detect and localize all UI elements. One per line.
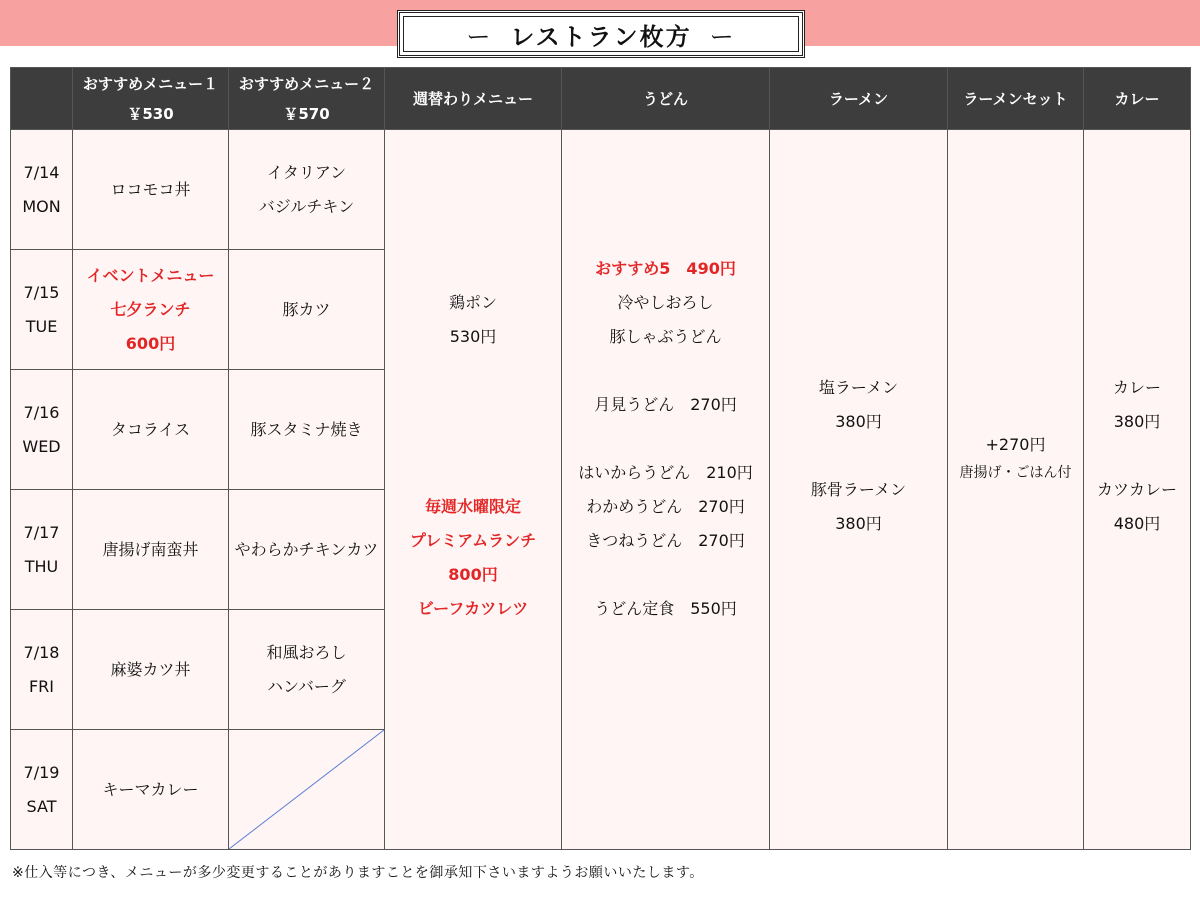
rec1-line: イベントメニュー — [86, 265, 215, 285]
rec2-cell — [229, 610, 385, 730]
udon-item: うどん定食 550円 — [594, 598, 737, 618]
header-rec1-price: ￥530 — [127, 104, 174, 123]
rec1-cell — [73, 490, 229, 610]
weekly-special-line: 毎週水曜限定 — [424, 496, 521, 516]
header-rec1-name: おすすめメニュー１ — [82, 74, 219, 93]
header-curry: カレー — [1084, 68, 1191, 130]
day-date: 7/19 — [23, 762, 60, 782]
day-dow: THU — [24, 556, 59, 576]
rec1-line: 麻婆カツ丼 — [110, 659, 191, 679]
header-day — [11, 68, 73, 130]
rec2-line: 豚スタミナ焼き — [250, 419, 363, 439]
rec1-line: キーマカレー — [102, 779, 199, 799]
header-rec2 — [229, 68, 385, 130]
day-cell — [11, 370, 73, 490]
rec2-line: ハンバーグ — [267, 676, 346, 696]
header-weekly: 週替わりメニュー — [385, 68, 562, 130]
day-cell — [11, 730, 73, 850]
ramen-item: 塩ラーメン — [818, 377, 899, 397]
weekly-item: 鶏ポン — [448, 292, 497, 312]
day-date: 7/17 — [23, 522, 60, 542]
rec2-cell — [229, 490, 385, 610]
day-cell — [11, 610, 73, 730]
day-dow: SAT — [26, 796, 57, 816]
day-date: 7/16 — [23, 402, 60, 422]
udon-item: わかめうどん 270円 — [586, 496, 745, 516]
rec1-line: 唐揚げ南蛮丼 — [102, 539, 199, 559]
rec2-cell — [229, 370, 385, 490]
ramen-set-desc: 唐揚げ・ごはん付 — [959, 464, 1072, 481]
rec2-cell — [229, 130, 385, 250]
rec2-line: 和風おろし — [266, 642, 347, 662]
curry-cell — [1084, 130, 1191, 850]
day-date: 7/15 — [23, 282, 60, 302]
menu-table — [10, 67, 1191, 850]
udon-item: はいからうどん 210円 — [578, 462, 753, 482]
rec1-line: 600円 — [125, 333, 176, 353]
page-title — [397, 10, 805, 58]
udon-cell — [562, 130, 770, 850]
title-text: レストラン枚方 — [510, 22, 692, 51]
day-date: 7/18 — [23, 642, 60, 662]
curry-item: カレー — [1112, 377, 1161, 397]
header-rec2-name: おすすめメニュー２ — [238, 74, 375, 93]
weekly-special-line: プレミアムランチ — [409, 530, 537, 550]
day-cell — [11, 490, 73, 610]
rec1-line: ロコモコ丼 — [110, 179, 191, 199]
ramen-price: 380円 — [835, 513, 882, 533]
header-rec1 — [73, 68, 229, 130]
weekly-special-line: ビーフカツレツ — [417, 598, 529, 618]
title-dash-left: ー — [466, 22, 493, 51]
ramen-price: 380円 — [835, 411, 882, 431]
rec2-line: 豚カツ — [282, 299, 331, 319]
rec1-cell — [73, 250, 229, 370]
rec1-cell — [73, 370, 229, 490]
ramen-item: 豚骨ラーメン — [810, 479, 907, 499]
weekly-cell — [385, 130, 562, 850]
udon-featured-item: 豚しゃぶうどん — [609, 326, 722, 346]
header-udon: うどん — [562, 68, 770, 130]
rec1-cell — [73, 610, 229, 730]
udon-item: 月見うどん 270円 — [594, 394, 737, 414]
header-ramen-set: ラーメンセット — [948, 68, 1084, 130]
day-dow: FRI — [28, 676, 55, 696]
day-date: 7/14 — [23, 162, 60, 182]
curry-item: カツカレー — [1096, 479, 1177, 499]
footnote: ※仕入等につき、メニューが多少変更することがありますことを御承知下さいますようお願いいたします。 — [12, 865, 704, 881]
rec1-cell — [73, 130, 229, 250]
title-dash-right: ー — [709, 22, 736, 51]
weekly-price: 530円 — [449, 326, 497, 346]
header-row — [11, 68, 1191, 130]
diagonal-slash — [229, 730, 384, 849]
header-rec2-price: ￥570 — [283, 104, 330, 123]
day-dow: TUE — [25, 316, 58, 336]
day-cell — [11, 130, 73, 250]
ramen-cell — [770, 130, 948, 850]
rec2-line: バジルチキン — [258, 196, 355, 216]
rec1-line: 七夕ランチ — [110, 299, 191, 319]
curry-price: 380円 — [1113, 411, 1161, 431]
header-ramen: ラーメン — [770, 68, 948, 130]
rec2-line: イタリアン — [266, 162, 347, 182]
ramen-set-price: +270円 — [985, 434, 1046, 454]
rec2-cell-empty — [229, 730, 385, 850]
day-dow: MON — [22, 196, 61, 216]
rec1-cell — [73, 730, 229, 850]
ramen-set-cell — [948, 130, 1084, 850]
weekly-special-line: 800円 — [448, 564, 498, 584]
rec2-cell — [229, 250, 385, 370]
day-cell — [11, 250, 73, 370]
udon-featured: おすすめ5 490円 — [595, 258, 736, 278]
rec2-line: やわらかチキンカツ — [234, 539, 379, 559]
day-dow: WED — [22, 436, 61, 456]
curry-price: 480円 — [1113, 513, 1161, 533]
udon-featured-item: 冷やしおろし — [617, 292, 714, 312]
rec1-line: タコライス — [110, 419, 191, 439]
udon-item: きつねうどん 270円 — [586, 530, 745, 550]
table-row — [11, 130, 1191, 250]
